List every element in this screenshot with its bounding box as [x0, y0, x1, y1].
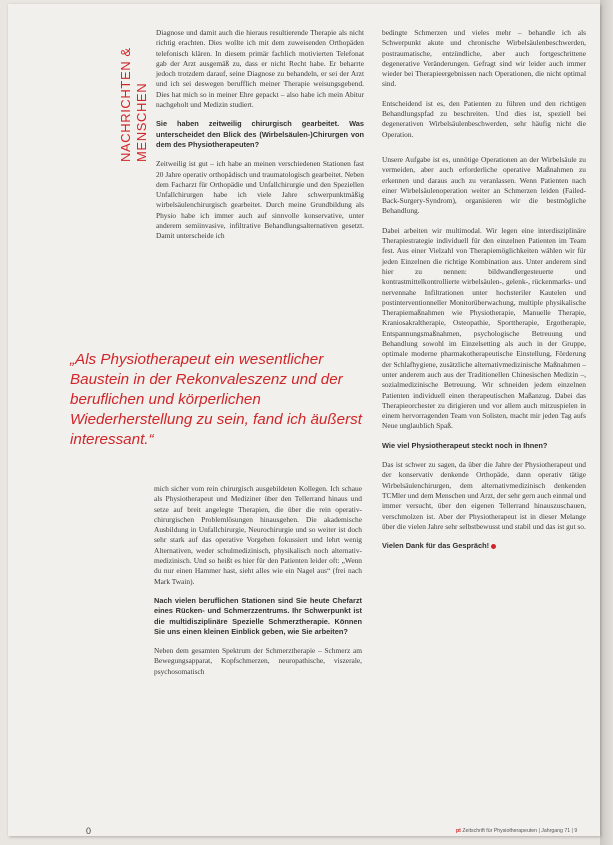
column-left-top [156, 28, 364, 251]
page-edge-shadow [600, 0, 613, 845]
section-label-line2: MENSCHEN [134, 82, 149, 162]
magazine-page [8, 4, 600, 836]
column-right-bottom [382, 155, 586, 560]
closing-thanks-text: Vielen Dank für das Gespräch! [382, 541, 490, 551]
paragraph: Das ist schwer zu sagen, da über die Jahre der Physiotherapeut und der konservativ denkende Orthopäde, dann operativ tätige Wirbelsäulenchirurgen, dem alternativmedizinisch denkenden TCMler und dem Menschen und Arzt, der sehr gern auch einmal und immer versucht, über den eigenen Tellerrand hinauszuschauen, verschmolzen ist. Aber der Physiotherapeut ist in dieser Melange über die vielen Jahre sehr selbstbewusst und stabil und das ist gut so. [382, 460, 587, 531]
paragraph: Entscheidend ist es, den Patienten zu führen und den richtigen Behandlungspfad zu beschreiten. Und dies ist, speziell bei degenerativen Wirbelsäulenbeschwerden, sehr häufig nicht die Operation. [382, 98, 586, 139]
section-label [116, 32, 152, 164]
paragraph: bedingte Schmerzen und vieles mehr – behandle ich als Schwerpunkt akute und chronische Wirbelsäulenbeschwerden, postraumatische, entzündliche, aber auch fortgeschrittene degenerative Veränderungen. Gefragt sind wir leider auch immer wieder bei Therapieergebnissen nach Operationen, die nicht optimal sind. [382, 28, 586, 89]
interview-question: Nach vielen beruflichen Stationen sind Sie heute Chefarzt eines Rücken- und Schmerzzentrums. Ihr Schwerpunkt ist die multidisziplinäre Spezielle Schmerztherapie. Können Sie uns einen kleinen Einblick geben, wie Sie arbeiten? [154, 595, 362, 636]
interview-question: Sie haben zeitweilig chirurgisch gearbeitet. Was unterscheidet den Blick des (Wirbelsäulen-)Chirurgen von dem des Physiotherapeuten? [156, 119, 364, 149]
journal-footer-text: Zeitschrift für Physiotherapeuten | Jahrgang 71 | 9 [462, 828, 578, 834]
paragraph: Dabei arbeiten wir multimodal. Wir legen eine interdisziplinäre Therapiestrategie individuell für den einzelnen Patienten im Team fest. Aus einer Vielzahl von Therapiemöglichkeiten wählen wir für jeden Einzelnen die richtige Kombination aus. Unter anderem sind hier zu nennen: bildwandlergesteuerte und kontrastmittelkontrollierte wirbelsäulen-, gelenk-, rückenmarks- und nervennahe Infiltrationen unter hochsteriler Kautelen und postinterventionneller Monitorüberwachung, multiple physikalische Therapiemaßnahmen wie Physiotherapie, Manuelle Therapie, Kraniosakraltherapie, Osteopathie, Sporttherapie, Ergotherapie, Entspannungsmaßnahmen, psychologische Betreuung und Behandlung sowohl im Einzelsetting als auch in der Gruppe, optimale moderne pharmakotherapeutische Einstellung, Förderung der Schlafhygiene, zusätzliche alternativmedizinische Maßnahmen – unter anderem auch aus der Traditionellen Chinesischen Medizin –, sozialmedizinische Betreuung. Wir schneiden jedem einzelnen Patienten individuell einen therapeutischen Maßanzug. Dabei das Therapieorchester zu dirigieren und vor allem auch mitzuspielen in einem hervorragenden Team von Solisten, macht mir jeden Tag aufs Neue unglaublich Spaß. [382, 225, 586, 431]
paragraph: Neben dem gesamten Spektrum der Schmerztherapie – Schmerz am Bewegungsapparat, Kopfschmerzen, neuropathische, viszerale, psychosomatisch [154, 646, 362, 676]
paragraph: mich sicher vom rein chirurgisch ausgebildeten Kollegen. Ich schaue als Physiotherapeut und Mediziner über den Tellerrand hinaus und setze auf breit angelegte Therapien, die über die rein operativ-chirurgischen Problemlösungen hinausgehen. Die akademische Ausbildung in Unfallchirurgie, Neurochirurgie und so weiter ist doch sehr stark auf das operative Vorgehen fokussiert und lehrt wenig Alternativen, weder schulmedizinisch, physikalisch noch alternativ-medizinisch. Und so heißt es hier für den Patienten leider oft: „Wenn du nur einen Hammer hast, sieht alles wie ein Nagel aus“ (frei nach Mark Twain). [154, 484, 362, 586]
section-label-line1: NACHRICHTEN & [118, 47, 133, 162]
journal-logo-text: pt [456, 828, 461, 834]
paragraph: Zeitweilig ist gut – ich habe an meinen verschiedenen Stationen fast 20 Jahre operativ orthopädisch und traumatologisch gearbeitet. Neben dem Facharzt für Orthopädie und Unfallchirurgie und den Speziellen Unfallchirurgen habe ich viele Jahre schwerpunktmäßig wirbelsäulenchirurgisch gearbeitet. Durch meine Grundbildung als Physio habe ich immer auch auf sinnvolle konservative, unter anderem semiinvasive, infiltrative Behandlungsalternativen gesetzt. Damit unterscheide ich [156, 159, 364, 241]
paragraph: Unsere Aufgabe ist es, unnötige Operationen an der Wirbelsäule zu vermeiden, aber auch erforderliche operative Maßnahmen zu erkennen und daraus auch zu veranlassen. Wenn Patienten nach einer Wirbelsäulenoperation weiter an Schmerzen leiden (Failed-Back-Surgery-Syndrom), organisieren wir die bestmögliche Behandlung. [382, 155, 586, 216]
paragraph: Diagnose und damit auch die hieraus resultierende Therapie als nicht richtig erachten. Dies wollte ich mit dem zuweisenden Orthopäden telefonisch klären. In diesem primär fachlich motivierten Telefonat gab der Arzt ausgemäß zu, dass er nicht Recht habe. Er beharrte jedoch trotzdem darauf, seine Diagnose zu behandeln, er sei der Arzt und ich sei deswegen berufflich meiner Therapie weisungsgebend. Dies hat mich so in meiner Ehre gepackt – also habe ich mein Abitur nachgeholt und Medizin studiert. [156, 28, 364, 110]
journal-footer [456, 828, 577, 834]
closing-thanks [382, 541, 586, 551]
interview-question: Wie viel Physiotherapeut steckt noch in Ihnen? [382, 440, 548, 450]
column-right-top [382, 28, 586, 149]
page-number: 0 [86, 826, 92, 836]
column-left-bottom [154, 484, 362, 686]
pull-quote: „Als Physiotherapeut ein wesentlicher Baustein in der Rekonvaleszenz und der beruflichen und körperlichen Wiederherstellung zu sein, fand ich äußerst interessant.“ [70, 351, 362, 448]
end-mark-icon [491, 544, 496, 549]
